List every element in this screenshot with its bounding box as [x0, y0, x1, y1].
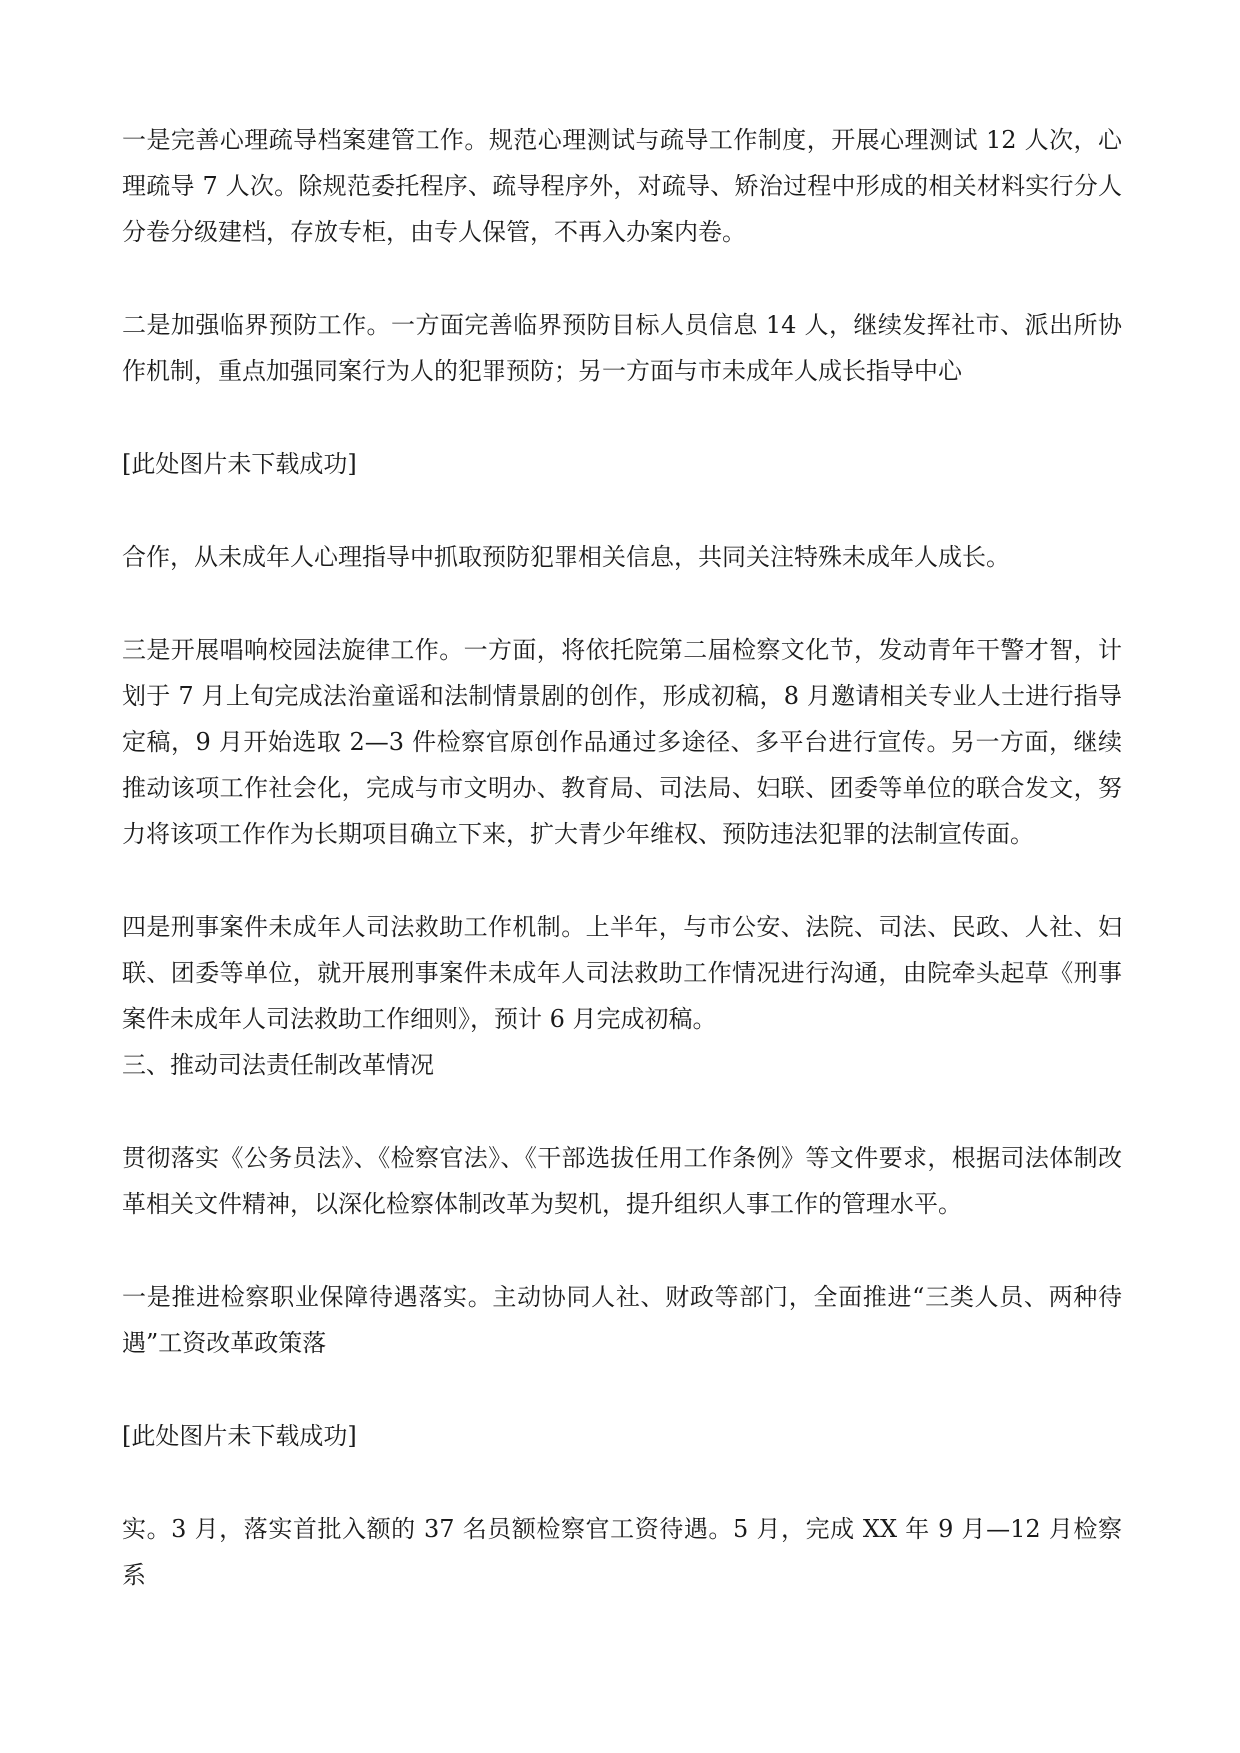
paragraph-implementation: 贯彻落实《公务员法》、《检察官法》、《干部选拔任用工作条例》等文件要求，根据司法体制改革相关文件精神，以深化检察体制改革为契机，提升组织人事工作的管理水平。: [122, 1144, 1122, 1218]
image-placeholder-1: [此处图片未下载成功]: [122, 450, 357, 478]
document-body: [122, 117, 1122, 1598]
paragraph-borderline-prevention: 二是加强临界预防工作。一方面完善临界预防目标人员信息 14 人，继续发挥社市、派出所协作机制，重点加强同案行为人的犯罪预防；另一方面与市未成年人成长指导中心: [122, 311, 1122, 385]
paragraph-career-guarantee: 一是推进检察职业保障待遇落实。主动协同人社、财政等部门，全面推进“三类人员、两种待遇”工资改革政策落: [122, 1283, 1122, 1357]
paragraph-campus-law-melody: 三是开展唱响校园法旋律工作。一方面，将依托院第二届检察文化节，发动青年干警才智，计划于 7 月上旬完成法治童谣和法制情景剧的创作，形成初稿，8 月邀请相关专业人士进行指导定稿，9 月开始选取 2—3 件检察官原创作品通过多途径、多平台进行宣传。另一方面，继续推动该项工作社会化，完成与市文明办、教育局、司法局、妇联、团委等单位的联合发文，努力将该项工作作为长期项目确立下来，扩大青少年维权、预防违法犯罪的法制宣传面。: [122, 636, 1122, 848]
section-heading-judicial-reform: 三、推动司法责任制改革情况: [122, 1051, 434, 1079]
paragraph-judicial-aid: 四是刑事案件未成年人司法救助工作机制。上半年，与市公安、法院、司法、民政、人社、妇联、团委等单位，就开展刑事案件未成年人司法救助工作情况进行沟通，由院牵头起草《刑事案件未成年人司法救助工作细则》，预计 6 月完成初稿。: [122, 913, 1122, 1033]
paragraph-psych-archive: 一是完善心理疏导档案建管工作。规范心理测试与疏导工作制度，开展心理测试 12 人次，心理疏导 7 人次。除规范委托程序、疏导程序外，对疏导、矫治过程中形成的相关材料实行分人分卷分级建档，存放专柜，由专人保管，不再入办案内卷。: [122, 126, 1122, 246]
image-placeholder-2: [此处图片未下载成功]: [122, 1422, 357, 1450]
paragraph-cooperation: 合作，从未成年人心理指导中抓取预防犯罪相关信息，共同关注特殊未成年人成长。: [122, 543, 1010, 571]
paragraph-salary-implementation: 实。3 月，落实首批入额的 37 名员额检察官工资待遇。5 月，完成 XX 年 9 月—12 月检察系: [122, 1515, 1122, 1589]
